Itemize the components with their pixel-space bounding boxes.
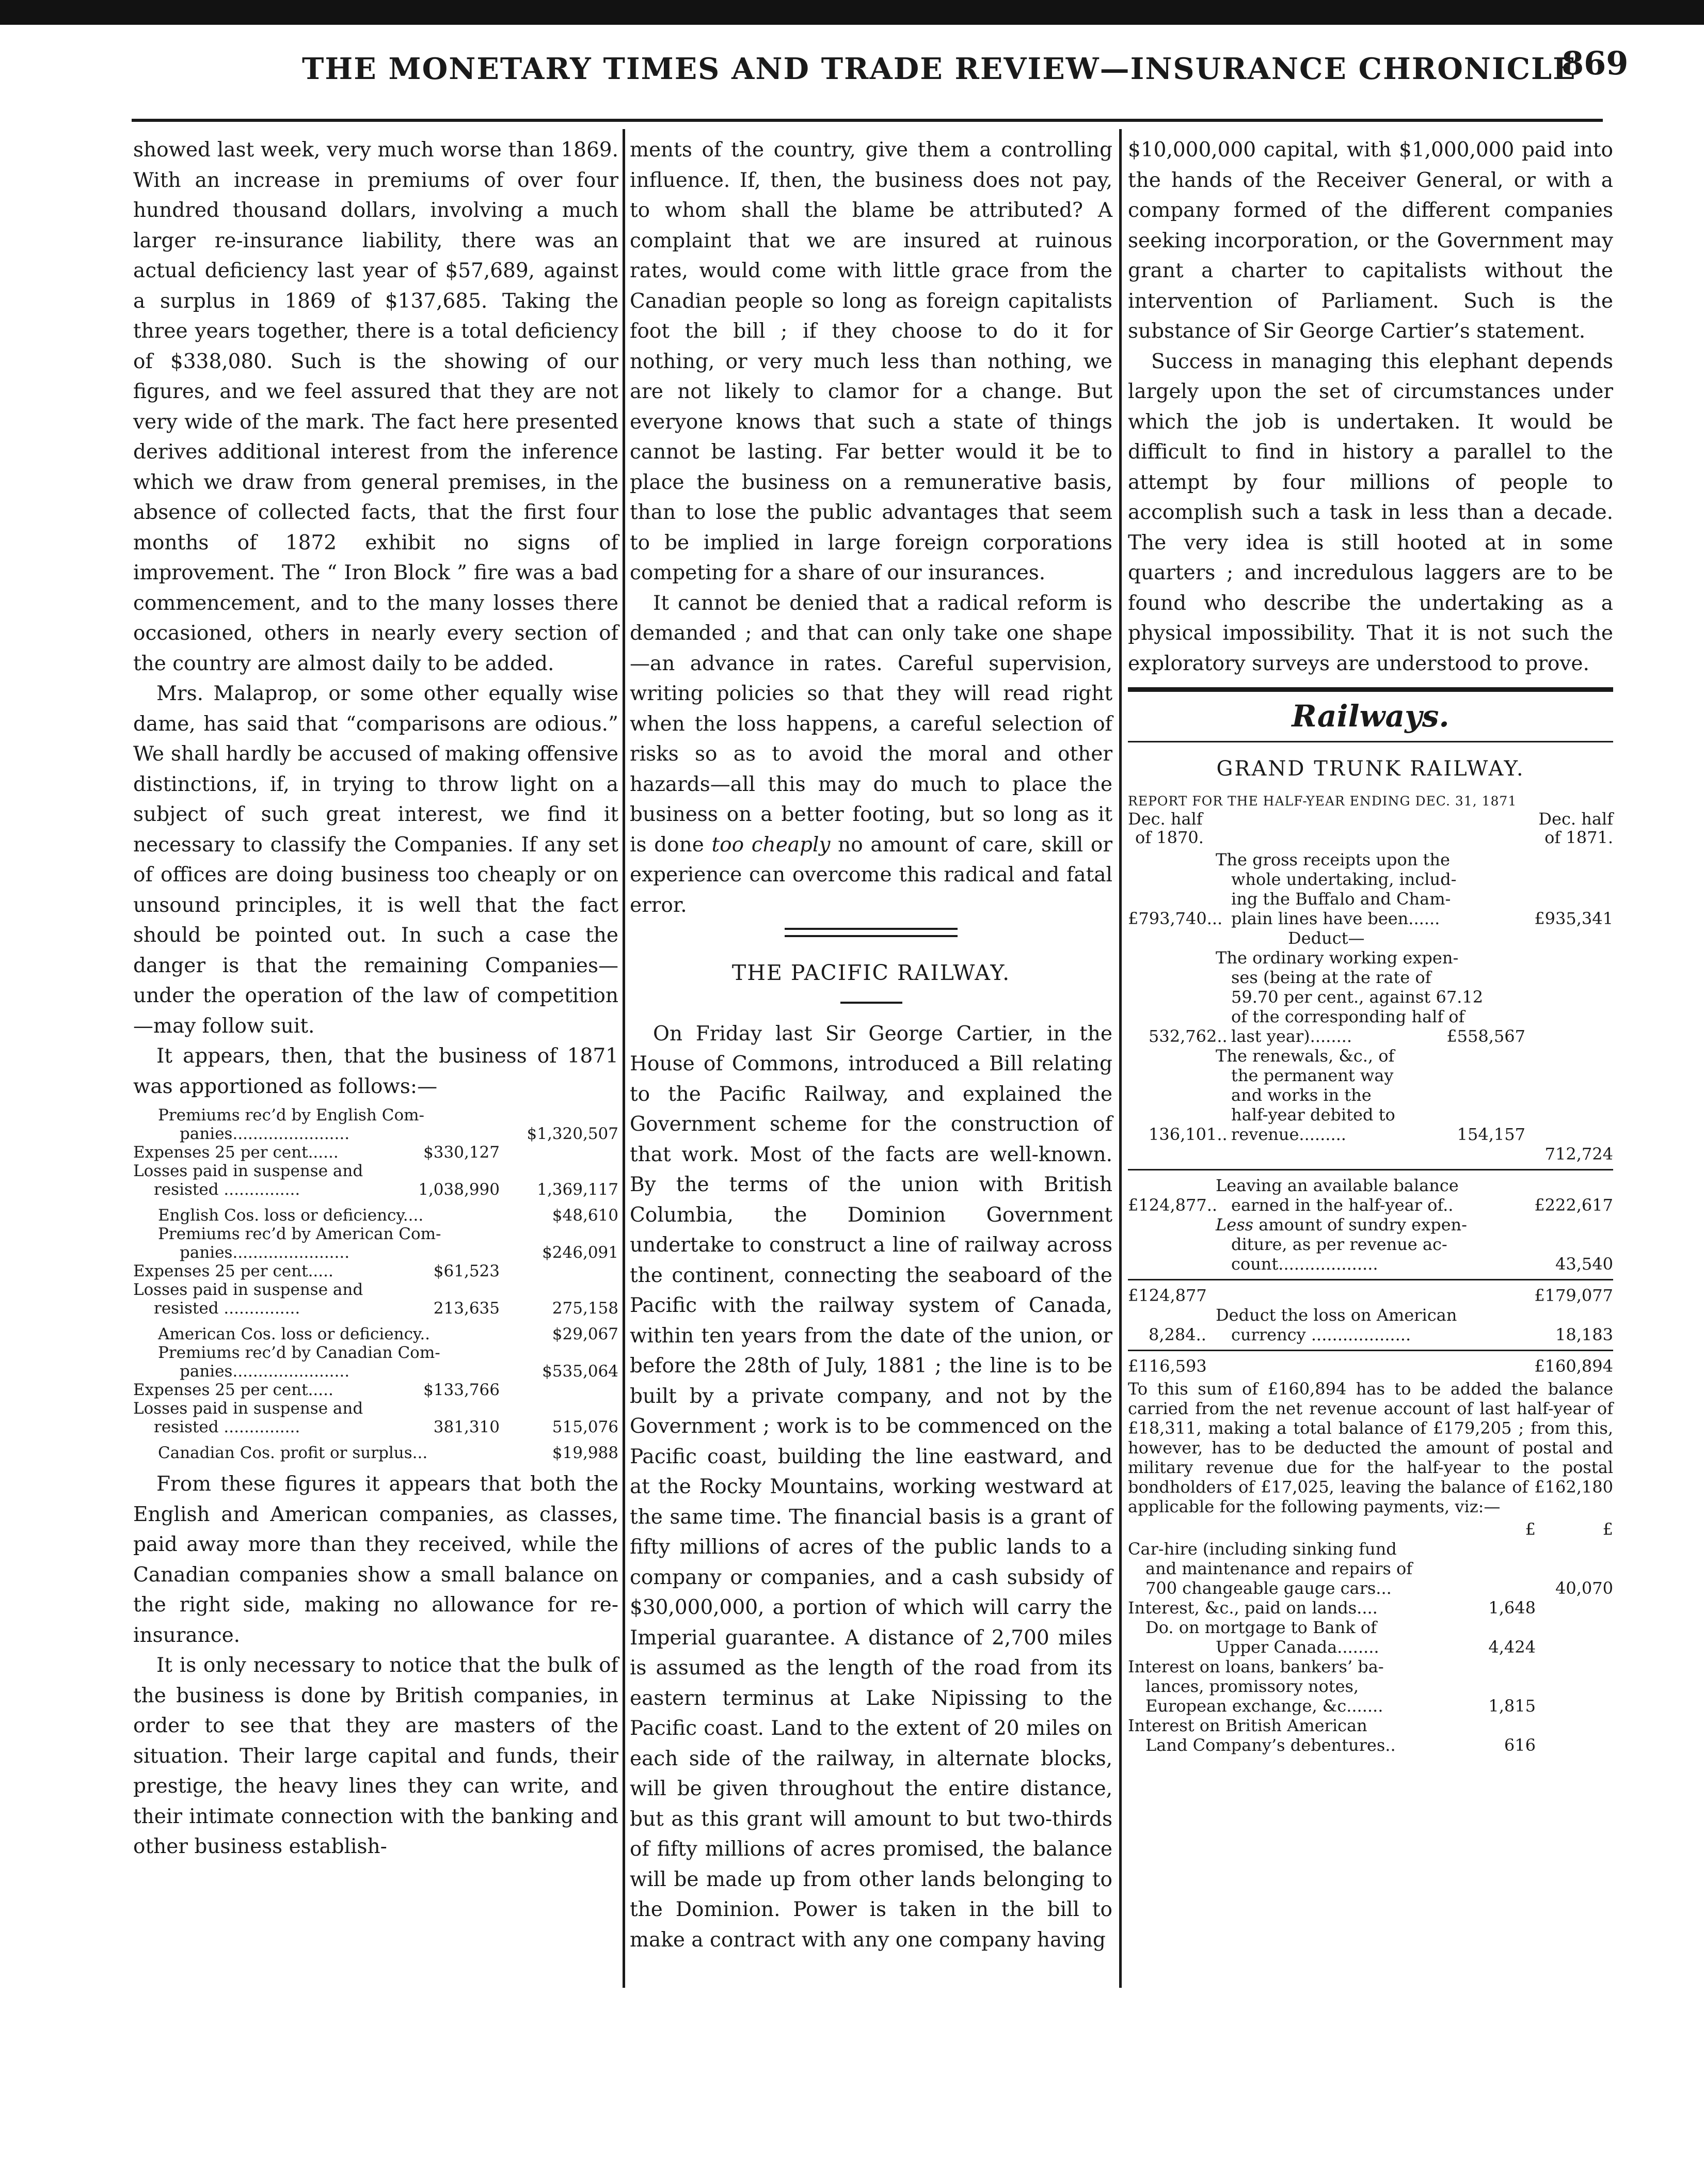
page-header <box>0 25 1704 128</box>
ledger-label: Premiums rec’d by English Com- <box>158 1106 424 1125</box>
ledger-amount: $29,067 <box>552 1325 618 1343</box>
ledger-label: Expenses 25 per cent...... <box>133 1143 339 1162</box>
paragraph: Mrs. Malaprop, or some other equally wise dame, has said that “comparisons are odious.” We shall hardly be accused of making offensive distinctions, if, in trying to throw light on a subject of such great interest, we find it necessary to classify the Companies. If any set of offices are doing business too cheaply or on unsound principles, it is well that the fact should be pointed out. In such a case the danger is that the remaining Companies—under the operation of the law of competition—may follow suit. <box>133 682 618 1038</box>
report-amount: £116,593 <box>1128 1356 1207 1376</box>
ledger-label: Expenses 25 per cent..... <box>133 1262 333 1280</box>
ledger-amount: $48,610 <box>552 1206 618 1225</box>
payment-label: 700 changeable gauge cars... <box>1145 1578 1392 1598</box>
ledger-row <box>133 1143 618 1162</box>
report-text: ing the Buffalo and Cham- <box>1231 889 1451 909</box>
ledger-amount: $246,091 <box>542 1243 618 1262</box>
paragraph <box>630 589 1112 921</box>
report-amount: £222,617 <box>1534 1195 1613 1215</box>
report-amount: 18,183 <box>1555 1325 1613 1344</box>
ledger-row <box>133 1444 618 1462</box>
section-heading: THE PACIFIC RAILWAY. <box>731 960 1011 985</box>
ledger-row <box>133 1381 618 1399</box>
report-text: half-year debited to <box>1231 1105 1395 1125</box>
report-amount: £179,077 <box>1534 1286 1613 1305</box>
report-text: of the corresponding half of <box>1231 1007 1465 1026</box>
railways-heading: Railways. <box>1292 699 1450 734</box>
report-amount: 532,762.. <box>1149 1026 1228 1046</box>
paragraph: From these figures it appears that both the English and American companies, as classes, paid away more than they received, while the Canadian companies show a small balance on the right side, making no allowance for re-insurance. <box>133 1473 618 1647</box>
report-text: currency ................... <box>1231 1325 1411 1344</box>
page-number: 869 <box>1562 44 1629 82</box>
report-amount: 154,157 <box>1457 1125 1525 1144</box>
ledger-row <box>133 1343 618 1362</box>
report-text: and works in the <box>1231 1085 1372 1105</box>
header-rule <box>132 119 1603 122</box>
ledger-row <box>133 1362 618 1381</box>
report-amount: £558,567 <box>1446 1026 1525 1046</box>
report-text: plain lines have been...... <box>1231 909 1440 928</box>
report-text: earned in the half-year of.. <box>1231 1195 1454 1215</box>
ledger-label: Expenses 25 per cent..... <box>133 1381 333 1399</box>
payment-amount: 1,815 <box>1488 1696 1536 1716</box>
report-text: revenue......... <box>1231 1125 1346 1144</box>
report-text: count................... <box>1231 1254 1378 1274</box>
masthead-title: THE MONETARY TIMES AND TRADE REVIEW—INSURANCE CHRONICLE <box>302 52 1576 86</box>
column-divider-2 <box>1119 129 1122 1988</box>
report-text: last year)........ <box>1231 1026 1352 1046</box>
report-net <box>1128 1356 1613 1376</box>
payment-label: and maintenance and repairs of <box>1145 1559 1413 1578</box>
column-2 <box>630 135 1112 1955</box>
ledger-row <box>133 1399 618 1418</box>
report-text: diture, as per revenue ac- <box>1231 1235 1447 1254</box>
column-divider-1 <box>623 129 625 1988</box>
ledger-row <box>133 1325 618 1343</box>
ledger-label: English Cos. loss or deficiency.... <box>158 1206 424 1225</box>
ledger-label: Losses paid in suspense and <box>133 1162 363 1180</box>
ledger-amount: 213,635 <box>433 1299 500 1318</box>
report-text: ses (being at the rate of <box>1231 968 1431 987</box>
ledger-row <box>133 1106 618 1125</box>
thin-rule <box>1128 1350 1613 1351</box>
report-text: whole undertaking, includ- <box>1231 869 1457 889</box>
text-run: It cannot be denied that a radical reform is demanded ; and that can only take one shape—an advance in rates. Careful supervision, writing policies so that they will read right when the loss happens, a careful selection of risks so as to avoid the moral and other hazards—all this may do much to place the business on a better footing, but so long as it is done <box>630 591 1112 857</box>
report-amount: £124,877.. <box>1128 1195 1218 1215</box>
report-header-right: Dec. half of 1871. <box>1538 809 1613 847</box>
ledger-amount: 1,369,117 <box>537 1180 618 1199</box>
report-caption: REPORT FOR THE HALF-YEAR ENDING DEC. 31, 1871 <box>1128 794 1517 809</box>
paragraph: showed last week, very much worse than 1869. With an increase in premiums of over four hundred thousand dollars, involving a much larger re-insurance liability, there was an actual deficiency last year of $57,689, against a surplus in 1869 of $137,685. Taking the three years together, there is a total deficiency of $338,080. Such is the showing of our figures, and we feel assured that they are not very wide of the mark. The fact here presented derives additional interest from the inference which we draw from general premises, in the absence of collected facts, that the first four months of 1872 exhibit no signs of improvement. The “ Iron Block ” fire was a bad commencement, and to the many losses there occasioned, others in nearly every section of the country are almost daily to be added. <box>133 138 618 675</box>
grand-trunk-heading: GRAND TRUNK RAILWAY. <box>1216 756 1525 781</box>
column-3 <box>1128 135 1613 1755</box>
payment-label: Interest on British American <box>1128 1716 1367 1735</box>
ledger-label: panies....................... <box>180 1125 350 1143</box>
report-amount: £124,877 <box>1128 1286 1207 1305</box>
paragraph: $10,000,000 capital, with $1,000,000 paid into the hands of the Receiver General, or with a company formed of the different companies seeking incorporation, or the Government may grant a charter to capitalists without the intervention of Parliament. Such is the substance of Sir George Cartier’s statement. <box>1128 138 1613 343</box>
thin-rule <box>1128 741 1613 742</box>
payment-amount: 40,070 <box>1555 1578 1613 1598</box>
ledger-row <box>133 1299 618 1318</box>
ledger-row <box>133 1262 618 1280</box>
report-text: The ordinary working expen- <box>1216 948 1459 968</box>
ledger-amount: $61,523 <box>433 1262 500 1280</box>
paragraph: Success in managing this elephant depends largely upon the set of circumstances under which the job is undertaken. It would be difficult to find in history a parallel to the attempt by four millions of people to accomplish such a task in less than a decade. The very idea is still hooted at in some quarters ; and incredulous laggers are to be found who describe the undertaking as a physical impossibility. That it is not such the exploratory surveys are understood to prove. <box>1128 350 1613 675</box>
report-paragraph: To this sum of £160,894 has to be added the balance carried from the net revenue account of last half-year of £18,311, making a total balance of £179,205 ; from this, however, has to be deducted the amount of postal and military revenue due for the half-year to the postal bondholders of £17,025, leaving the balance of £162,180 applicable for the following payments, viz:— <box>1128 1379 1613 1516</box>
report-text: Deduct the loss on American <box>1216 1305 1457 1325</box>
ledger-label: Premiums rec’d by Canadian Com- <box>158 1343 440 1362</box>
payment-amount: 4,424 <box>1488 1637 1536 1657</box>
ledger-label: Losses paid in suspense and <box>133 1399 363 1418</box>
currency-symbol: £ <box>1602 1520 1613 1539</box>
ledger-label: resisted ............... <box>154 1299 300 1318</box>
column-1 <box>133 135 618 1862</box>
ledger-label: American Cos. loss or deficiency.. <box>158 1325 431 1343</box>
report-text: Deduct— <box>1288 928 1365 948</box>
report-currency <box>1128 1286 1613 1344</box>
emphasis-text: Less <box>1216 1215 1254 1235</box>
report-amount: 43,540 <box>1555 1254 1613 1274</box>
ledger-row <box>133 1180 618 1199</box>
railway-report <box>1128 793 1613 1755</box>
ledger-label: Losses paid in suspense and <box>133 1280 363 1299</box>
ledger-amount: $330,127 <box>423 1143 500 1162</box>
ledger-amount: 381,310 <box>433 1418 500 1436</box>
ledger-label: Canadian Cos. profit or surplus... <box>158 1444 428 1462</box>
paragraph: It is only necessary to notice that the bulk of the business is done by British companies, in order to see that they are masters of the situation. Their large capital and funds, their prestige, the heavy lines they can write, and their intimate connection with the banking and other business establish- <box>133 1654 618 1858</box>
report-text: Leaving an available balance <box>1216 1176 1459 1195</box>
payment-label: Car-hire (including sinking fund <box>1128 1539 1397 1559</box>
ledger-row <box>133 1162 618 1180</box>
ledger-label: resisted ............... <box>154 1418 300 1436</box>
ledger-amount: $19,988 <box>552 1444 618 1462</box>
payment-label: Land Company’s debentures.. <box>1145 1735 1396 1755</box>
report-header-left: Dec. half of 1870. <box>1128 809 1204 847</box>
ledger-row <box>133 1243 618 1262</box>
ledger-amount: $133,766 <box>423 1381 500 1399</box>
text-run: no amount of care, skill or experience can overcome this radical and fatal error. <box>630 833 1112 917</box>
top-scan-border <box>0 0 1704 25</box>
payment-label: Do. on mortgage to Bank of <box>1145 1618 1377 1637</box>
report-amount: £935,341 <box>1534 909 1613 928</box>
ledger-amount: $535,064 <box>542 1362 618 1381</box>
report-amount: 136,101.. <box>1149 1125 1228 1144</box>
report-amount: £793,740... <box>1128 909 1223 928</box>
ledger-amount: $1,320,507 <box>527 1125 618 1143</box>
paragraph: ments of the country, give them a controlling influence. If, then, the business does not pay, to whom shall the blame be attributed? A complaint that we are insured at ruinous rates, would come with little grace from the Canadian people so long as foreign capitalists foot the bill ; if they choose to do it for nothing, or very much less than nothing, we are not likely to clamor for a change. But everyone knows that such a state of things cannot be lasting. Far better would it be to place the business on a remunerative basis, than to lose the public advantages that seem to be implied in large foreign corporations competing for a share of our insurances. <box>630 138 1112 584</box>
ledger-row <box>133 1125 618 1143</box>
thin-rule <box>1128 1279 1613 1280</box>
payment-label: Interest on loans, bankers’ ba- <box>1128 1657 1384 1676</box>
payment-label: European exchange, &c....... <box>1145 1696 1383 1716</box>
report-text: The gross receipts upon the <box>1216 850 1450 869</box>
report-balance <box>1128 1176 1613 1274</box>
report-text: 59.70 per cent., against 67.12 <box>1231 987 1484 1007</box>
ledger-row <box>133 1206 618 1225</box>
report-amount: £160,894 <box>1534 1356 1613 1376</box>
payments-table <box>1128 1520 1613 1755</box>
report-column-headers <box>1128 810 1613 847</box>
bold-rule <box>1128 687 1613 692</box>
double-rule <box>785 928 958 937</box>
payment-amount: 616 <box>1504 1735 1536 1755</box>
ledger-row <box>133 1280 618 1299</box>
report-gross <box>1128 850 1613 1164</box>
report-amount: 8,284.. <box>1149 1325 1206 1344</box>
ledger-label: resisted ............... <box>154 1180 300 1199</box>
report-text: the permanent way <box>1231 1066 1394 1085</box>
report-text: amount of sundry expen- <box>1253 1215 1467 1235</box>
paragraph: It appears, then, that the business of 1871 was apportioned as follows:— <box>133 1044 618 1098</box>
ledger-amount: 515,076 <box>552 1418 618 1436</box>
payment-label: Interest, &c., paid on lands.... <box>1128 1598 1378 1618</box>
currency-symbol: £ <box>1525 1520 1536 1539</box>
ledger-amount: 275,158 <box>552 1299 618 1318</box>
payment-label: Upper Canada........ <box>1216 1637 1379 1657</box>
ledger-row <box>133 1418 618 1436</box>
insurance-ledger <box>133 1106 618 1462</box>
paragraph: On Friday last Sir George Cartier, in the House of Commons, introduced a Bill relating to the Pacific Railway, and explained the Government scheme for the construction of that work. Most of the facts are well-known. By the terms of the union with British Columbia, the Dominion Government undertake to construct a line of railway across the continent, connecting the seaboard of the Pacific with the railway system of Canada, within ten years from the date of the union, or before the 28th of July, 1881 ; the line is to be built by a private company, and not by the Government ; work is to be commenced on the Pacific coast, building the line eastward, and at the Rocky Mountains, working westward at the same time. The financial basis is a grant of fifty millions of acres of the public lands to a company or companies, and a cash subsidy of $30,000,000, a portion of which will carry the Imperial guarantee. A distance of 2,700 miles is assumed as the length of the road from its eastern terminus at Lake Nipissing to the Pacific coast. Land to the extent of 20 miles on each side of the railway, in alternate blocks, will be given throughout the entire distance, but as this grant will amount to but two-thirds of fifty millions of acres promised, the balance will be made up from other lands belonging to the Dominion. Power is taken in the bill to make a contract with any one company having <box>630 1022 1112 1952</box>
short-rule <box>840 1002 902 1004</box>
ledger-row <box>133 1225 618 1243</box>
thin-rule <box>1128 1169 1613 1170</box>
report-text: The renewals, &c., of <box>1216 1046 1395 1066</box>
ledger-label: panies....................... <box>180 1362 350 1381</box>
payment-amount: 1,648 <box>1488 1598 1536 1618</box>
ledger-label: Premiums rec’d by American Com- <box>158 1225 441 1243</box>
payment-label: lances, promissory notes, <box>1145 1676 1359 1696</box>
ledger-label: panies....................... <box>180 1243 350 1262</box>
ledger-amount: 1,038,990 <box>418 1180 500 1199</box>
emphasis-text: too cheaply <box>711 833 831 857</box>
report-amount: 712,724 <box>1544 1144 1613 1164</box>
